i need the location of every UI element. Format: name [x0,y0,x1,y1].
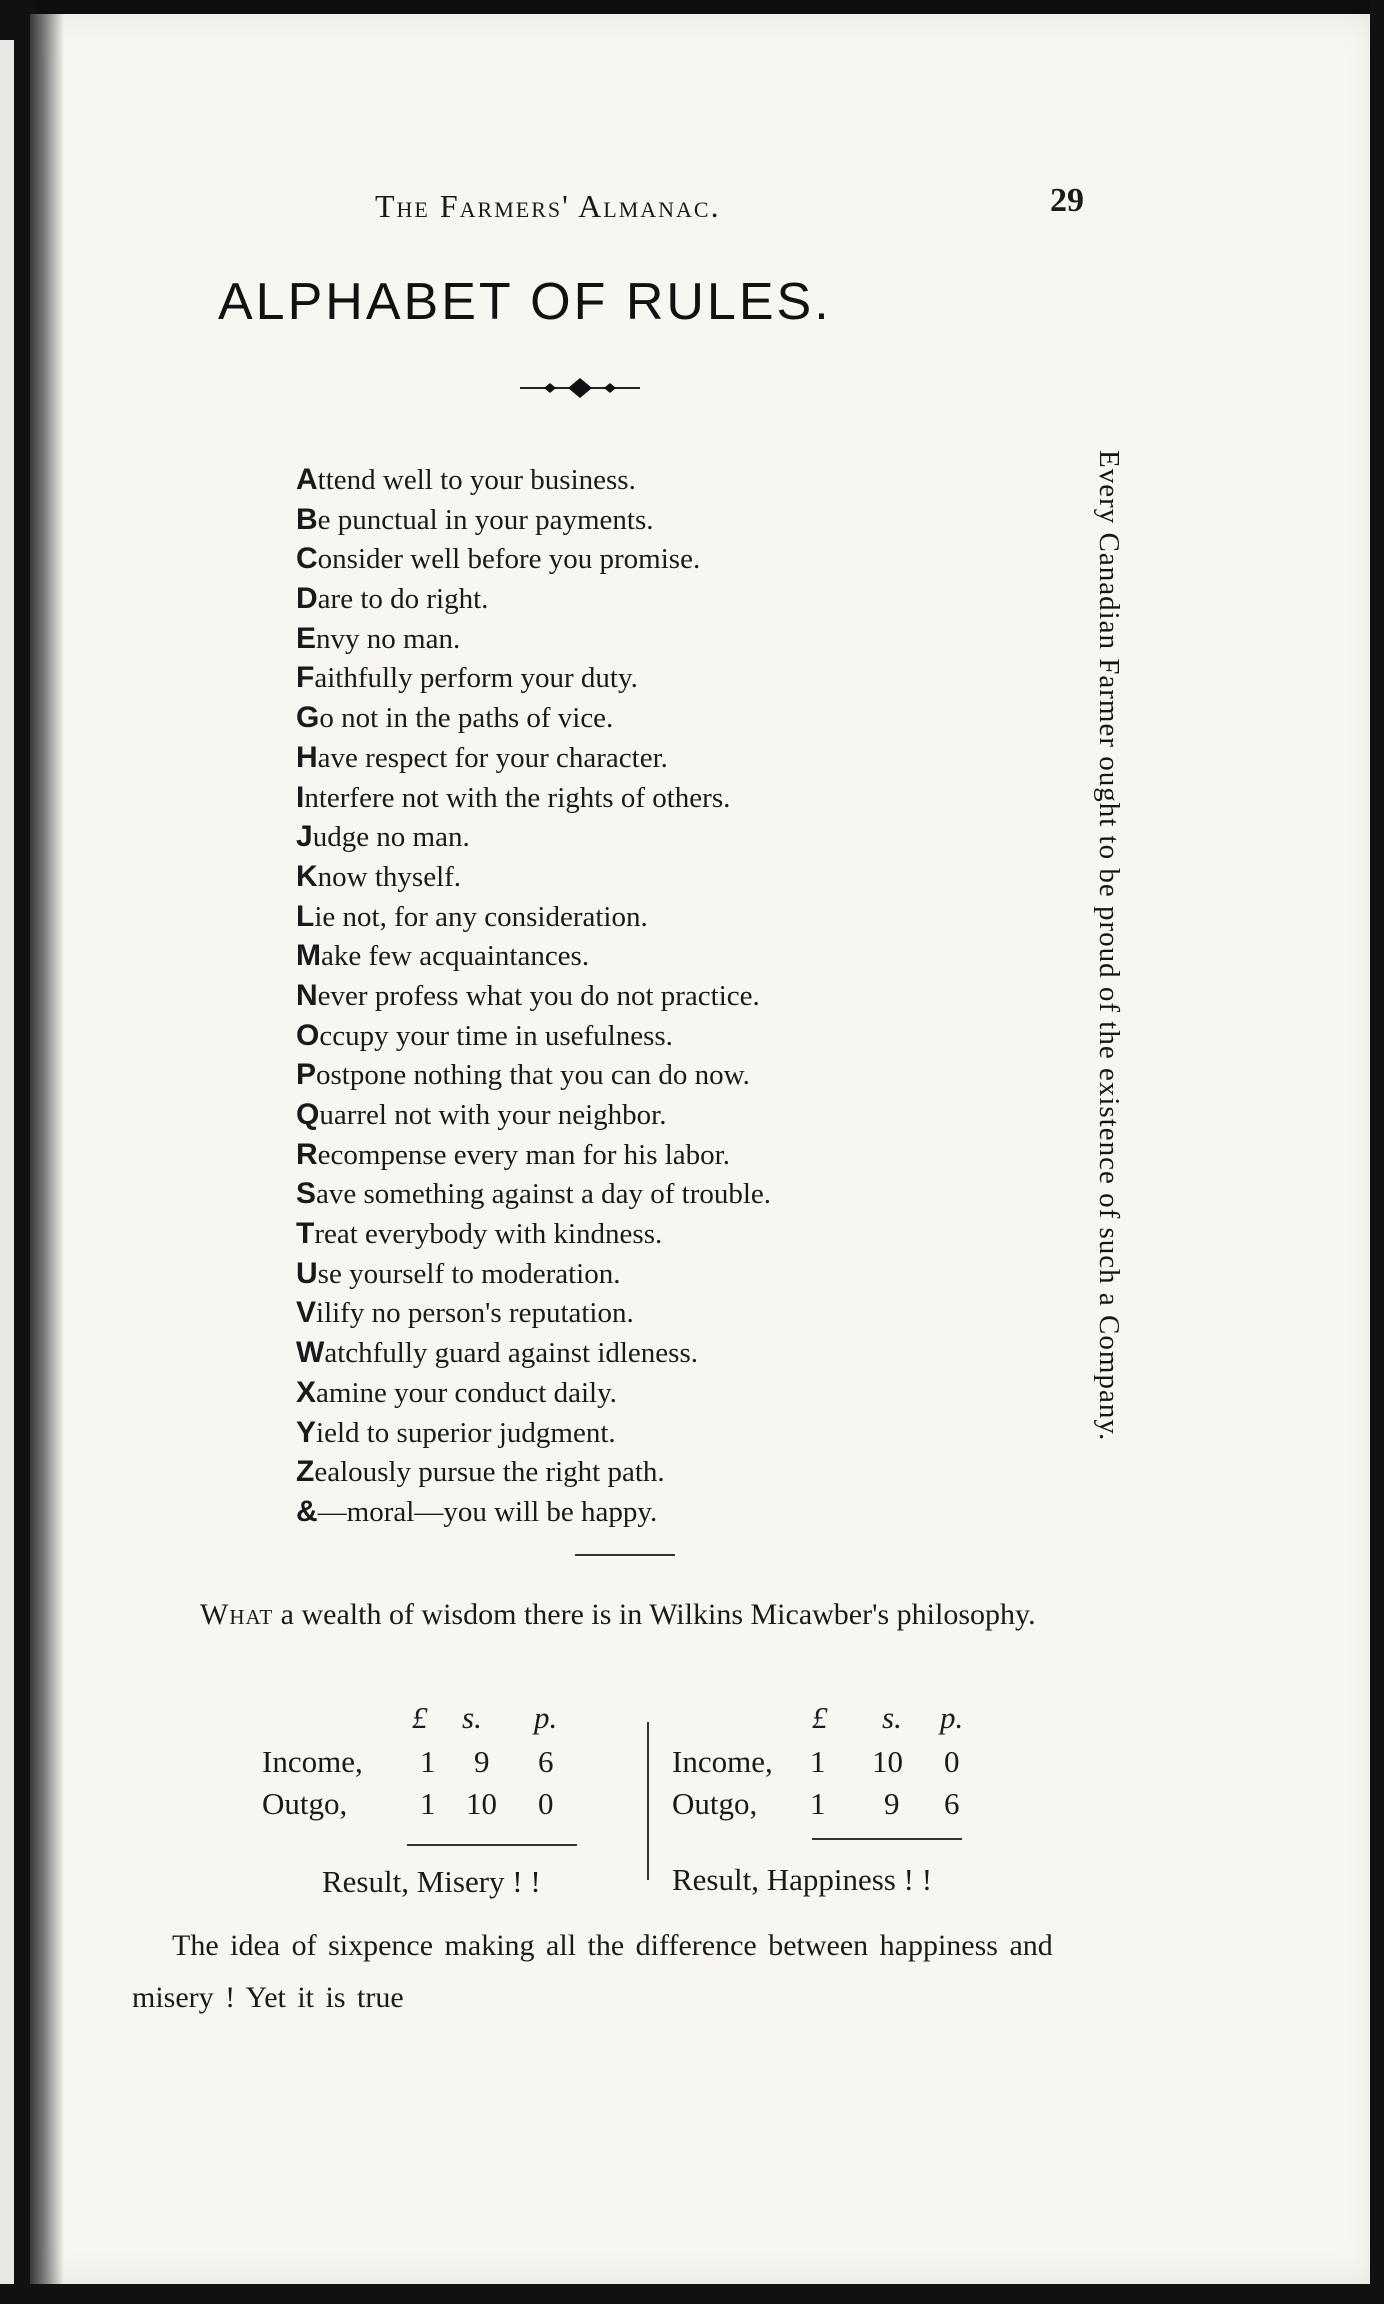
rule-initial: T [296,1217,315,1251]
rule-item [296,1492,771,1532]
pence-header: p. [534,1700,558,1735]
gutter-shadow [30,14,64,2284]
rule-text: onsider well before you promise. [317,543,701,576]
rule-text: se yourself to moderation. [317,1257,621,1290]
rule-item [296,1293,771,1333]
rule-initial: W [296,1336,325,1370]
pounds-header: £ [812,1700,828,1735]
rule-initial: H [296,740,318,774]
rule-text: —moral—you will be happy. [317,1495,658,1528]
rule-initial: R [296,1137,318,1171]
rule-initial: F [296,661,315,695]
rule-text: ake few acquaintances. [321,940,590,973]
rule-item [296,1452,771,1492]
rule-text: nterfere not with the rights of others. [304,781,731,814]
rule-initial: Y [296,1415,317,1449]
rule-text: ttend well to your business. [317,464,636,496]
rule-initial: D [296,582,318,616]
page-number: 29 [1050,182,1084,219]
row-label: Outgo, [672,1786,758,1821]
rule-item [296,1413,771,1453]
row-pounds: 1 [420,1744,436,1779]
rules-list [296,460,771,1532]
rule-initial: J [296,820,313,854]
row-pence: 6 [944,1786,960,1821]
rule-item [296,658,771,698]
rule-initial: S [296,1177,317,1211]
page-title: ALPHABET OF RULES. [218,273,832,331]
rule-initial: P [296,1058,317,1092]
rule-item [296,619,771,659]
rule-item [296,698,771,738]
rule-text: ie not, for any consideration. [314,900,648,933]
rule-initial: V [296,1296,317,1330]
rule-initial: Q [296,1098,320,1131]
ledger-separator [647,1722,649,1880]
rule-text: udge no man. [312,821,470,854]
rule-item [296,936,771,976]
rule-initial: E [296,621,317,655]
row-label: Income, [672,1744,773,1779]
rule-text: now thyself. [317,860,462,893]
row-shillings: 10 [872,1744,903,1779]
rule-text: are to do right. [317,583,489,616]
rule-text: ecompense every man for his labor. [317,1138,730,1171]
rule-item [296,1135,771,1175]
page-bottom-edge [0,2284,1384,2304]
rule-item [296,500,771,540]
ledger-result: Result, Misery ! ! [322,1864,541,1899]
side-note: Every Canadian Farmer ought to be proud of the existence of such a Company. [1093,450,1125,1442]
rule-initial: U [296,1256,318,1290]
sum-line [812,1838,962,1840]
rule-text: ostpone nothing that you can do now. [316,1059,750,1092]
rule-item [296,1095,771,1135]
sum-line [407,1844,577,1846]
ledger-misery [262,1700,622,1900]
rule-item [296,1373,771,1413]
paragraph-lead: What [200,1598,274,1631]
rule-item [296,1333,771,1373]
rule-text: ave something against a day of trouble. [316,1178,772,1211]
rule-text: ave respect for your character. [317,741,668,774]
ledger-result: Result, Happiness ! ! [672,1862,933,1897]
rule-initial: N [296,978,318,1012]
rule-initial: & [296,1494,318,1528]
row-pounds: 1 [810,1744,826,1779]
micawber-paragraph [132,1590,1117,1640]
rule-text: atchfully guard against idleness. [324,1337,699,1370]
rule-item [296,1055,771,1095]
rule-item [296,897,771,937]
shillings-header: s. [462,1700,482,1735]
rule-item [296,1016,771,1056]
shillings-header: s. [882,1700,902,1735]
rule-text: ever profess what you do not practice. [317,979,760,1012]
previous-page-edge [0,40,14,2300]
row-label: Outgo, [262,1786,348,1821]
rule-text: uarrel not with your neighbor. [319,1099,667,1131]
rule-text: ield to superior judgment. [316,1416,616,1449]
rule-text: e punctual in your payments. [317,503,654,536]
rule-text: ealously pursue the right path. [314,1456,665,1489]
row-shillings: 10 [466,1786,497,1821]
section-divider [575,1554,675,1556]
rule-item [296,539,771,579]
row-shillings: 9 [474,1744,490,1779]
rule-item [296,976,771,1016]
row-pounds: 1 [810,1786,826,1821]
rule-item [296,857,771,897]
row-label: Income, [262,1744,363,1779]
rule-initial: B [296,502,318,536]
rule-initial: Z [296,1455,315,1489]
rule-item [296,1174,771,1214]
row-shillings: 9 [884,1786,900,1821]
rule-item [296,817,771,857]
rule-initial: L [296,899,315,933]
rule-text: nvy no man. [316,622,461,655]
rule-text: reat everybody with kindness. [314,1218,663,1251]
diamond-rule-ornament-icon [520,376,640,400]
rule-item [296,579,771,619]
rule-text: ccupy your time in usefulness. [319,1019,673,1052]
rule-item [296,460,771,500]
rule-text: o not in the paths of vice. [319,702,614,735]
rule-initial: G [296,701,320,735]
rule-initial: A [296,463,318,496]
page-right-edge [1370,0,1384,2304]
rule-initial: X [296,1375,317,1409]
row-pence: 6 [538,1744,554,1779]
row-pence: 0 [538,1786,554,1821]
rule-initial: M [296,939,321,973]
running-header: The Farmers' Almanac. [375,188,721,224]
rule-item [296,1214,771,1254]
sixpence-paragraph: The idea of sixpence making all the difference between happiness and misery ! Yet it is true [132,1929,1053,2014]
rule-item [296,778,771,818]
rule-text: aithfully perform your duty. [314,662,638,695]
rule-text: ilify no person's reputation. [316,1297,634,1330]
pounds-header: £ [412,1700,428,1735]
rule-initial: K [296,859,318,893]
rule-item [296,1254,771,1294]
rule-initial: I [296,780,305,814]
pence-header: p. [940,1700,964,1735]
row-pounds: 1 [420,1786,436,1821]
ledger-happiness [672,1700,1032,1900]
paragraph-text: a wealth of wisdom there is in Wilkins Micawber's philosophy. [273,1598,1036,1631]
rule-text: amine your conduct daily. [316,1376,617,1409]
rule-item [296,738,771,778]
rule-initial: O [296,1018,320,1052]
rule-initial: C [296,542,318,576]
row-pence: 0 [944,1744,960,1779]
